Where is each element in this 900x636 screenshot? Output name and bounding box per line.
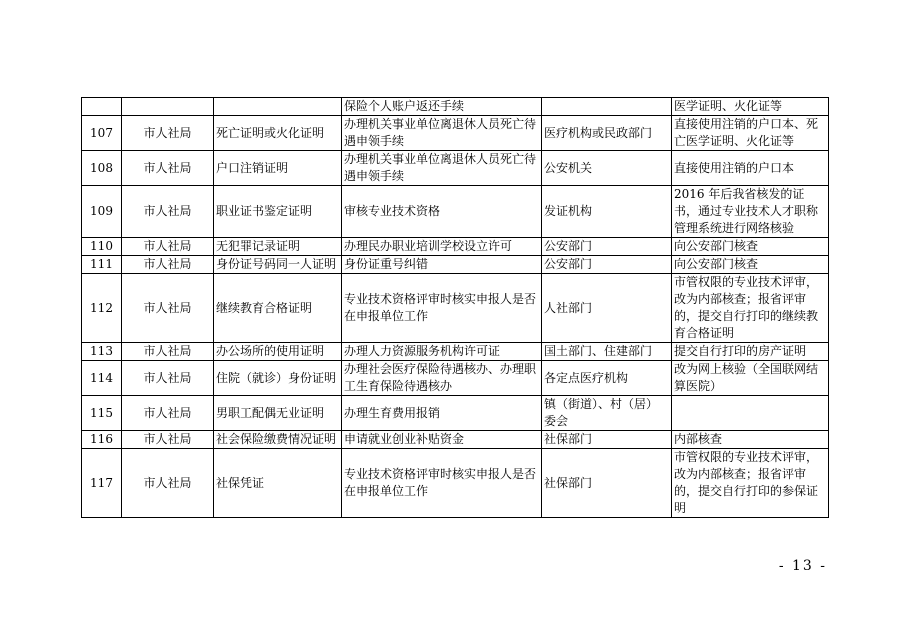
cell-cert: 死亡证明或火化证明	[214, 116, 342, 151]
cell-dept: 市人社局	[122, 361, 214, 396]
cell-no: 114	[82, 361, 122, 396]
table-row	[82, 186, 829, 238]
cell-cert	[214, 98, 342, 116]
cell-method	[672, 396, 829, 431]
cell-method: 向公安部门核查	[672, 256, 829, 274]
cell-method: 内部核查	[672, 431, 829, 449]
cell-method: 直接使用注销的户口本、死亡医学证明、火化证等	[672, 116, 829, 151]
table-row	[82, 151, 829, 186]
table-row	[82, 343, 829, 361]
cell-cert: 户口注销证明	[214, 151, 342, 186]
cell-no: 111	[82, 256, 122, 274]
cell-no: 116	[82, 431, 122, 449]
table-row	[82, 256, 829, 274]
cell-issuer: 国土部门、住建部门	[542, 343, 672, 361]
cell-cert: 无犯罪记录证明	[214, 238, 342, 256]
cell-no: 108	[82, 151, 122, 186]
cell-issuer: 医疗机构或民政部门	[542, 116, 672, 151]
cell-no: 107	[82, 116, 122, 151]
cell-dept	[122, 98, 214, 116]
cell-method: 医学证明、火化证等	[672, 98, 829, 116]
cell-issuer: 发证机构	[542, 186, 672, 238]
cell-cert: 社会保险缴费情况证明	[214, 431, 342, 449]
cell-issuer: 社保部门	[542, 449, 672, 518]
cell-matter: 身份证重号纠错	[342, 256, 542, 274]
cell-method: 直接使用注销的户口本	[672, 151, 829, 186]
cell-dept: 市人社局	[122, 186, 214, 238]
cell-matter: 审核专业技术资格	[342, 186, 542, 238]
cell-method: 市管权限的专业技术评审，改为内部核查；报省评审的，提交自行打印的参保证明	[672, 449, 829, 518]
cell-dept: 市人社局	[122, 449, 214, 518]
cell-issuer	[542, 98, 672, 116]
cell-dept: 市人社局	[122, 396, 214, 431]
cell-issuer: 社保部门	[542, 431, 672, 449]
cell-no: 115	[82, 396, 122, 431]
cell-issuer: 各定点医疗机构	[542, 361, 672, 396]
cell-no: 117	[82, 449, 122, 518]
cell-cert: 男职工配偶无业证明	[214, 396, 342, 431]
cell-no: 113	[82, 343, 122, 361]
cell-matter: 申请就业创业补贴资金	[342, 431, 542, 449]
table-row	[82, 396, 829, 431]
table-row	[82, 361, 829, 396]
cell-no	[82, 98, 122, 116]
cell-issuer: 公安部门	[542, 238, 672, 256]
cell-cert: 住院（就诊）身份证明	[214, 361, 342, 396]
cell-cert: 身份证号码同一人证明	[214, 256, 342, 274]
table-row	[82, 431, 829, 449]
cell-dept: 市人社局	[122, 116, 214, 151]
cell-method: 向公安部门核查	[672, 238, 829, 256]
cell-matter: 办理社会医疗保险待遇核办、办理职工生育保险待遇核办	[342, 361, 542, 396]
table-row	[82, 274, 829, 343]
cell-matter: 办理民办职业培训学校设立许可	[342, 238, 542, 256]
certificate-table	[81, 97, 829, 518]
cell-dept: 市人社局	[122, 151, 214, 186]
cell-issuer: 公安机关	[542, 151, 672, 186]
cell-matter: 专业技术资格评审时核实申报人是否在申报单位工作	[342, 449, 542, 518]
cell-method: 2016 年后我省核发的证书，通过专业技术人才职称管理系统进行网络核验	[672, 186, 829, 238]
table-row	[82, 238, 829, 256]
cell-no: 112	[82, 274, 122, 343]
cell-matter: 专业技术资格评审时核实申报人是否在申报单位工作	[342, 274, 542, 343]
table-row	[82, 449, 829, 518]
cell-method: 提交自行打印的房产证明	[672, 343, 829, 361]
cell-matter: 保险个人账户返还手续	[342, 98, 542, 116]
cell-cert: 办公场所的使用证明	[214, 343, 342, 361]
cell-matter: 办理机关事业单位离退休人员死亡待遇申领手续	[342, 151, 542, 186]
cell-cert: 继续教育合格证明	[214, 274, 342, 343]
cell-matter: 办理机关事业单位离退休人员死亡待遇申领手续	[342, 116, 542, 151]
cell-dept: 市人社局	[122, 256, 214, 274]
cell-method: 改为网上核验（全国联网结算医院）	[672, 361, 829, 396]
cell-issuer: 镇（街道）、村（居）委会	[542, 396, 672, 431]
cell-no: 110	[82, 238, 122, 256]
cell-issuer: 公安部门	[542, 256, 672, 274]
cell-dept: 市人社局	[122, 238, 214, 256]
page-number: - 13 -	[778, 558, 827, 574]
table-row	[82, 98, 829, 116]
cell-matter: 办理人力资源服务机构许可证	[342, 343, 542, 361]
cell-issuer: 人社部门	[542, 274, 672, 343]
cell-dept: 市人社局	[122, 431, 214, 449]
cell-cert: 职业证书鉴定证明	[214, 186, 342, 238]
cell-dept: 市人社局	[122, 274, 214, 343]
cell-cert: 社保凭证	[214, 449, 342, 518]
table-row	[82, 116, 829, 151]
cell-no: 109	[82, 186, 122, 238]
cell-method: 市管权限的专业技术评审，改为内部核查；报省评审的，提交自行打印的继续教育合格证明	[672, 274, 829, 343]
cell-matter: 办理生育费用报销	[342, 396, 542, 431]
cell-dept: 市人社局	[122, 343, 214, 361]
